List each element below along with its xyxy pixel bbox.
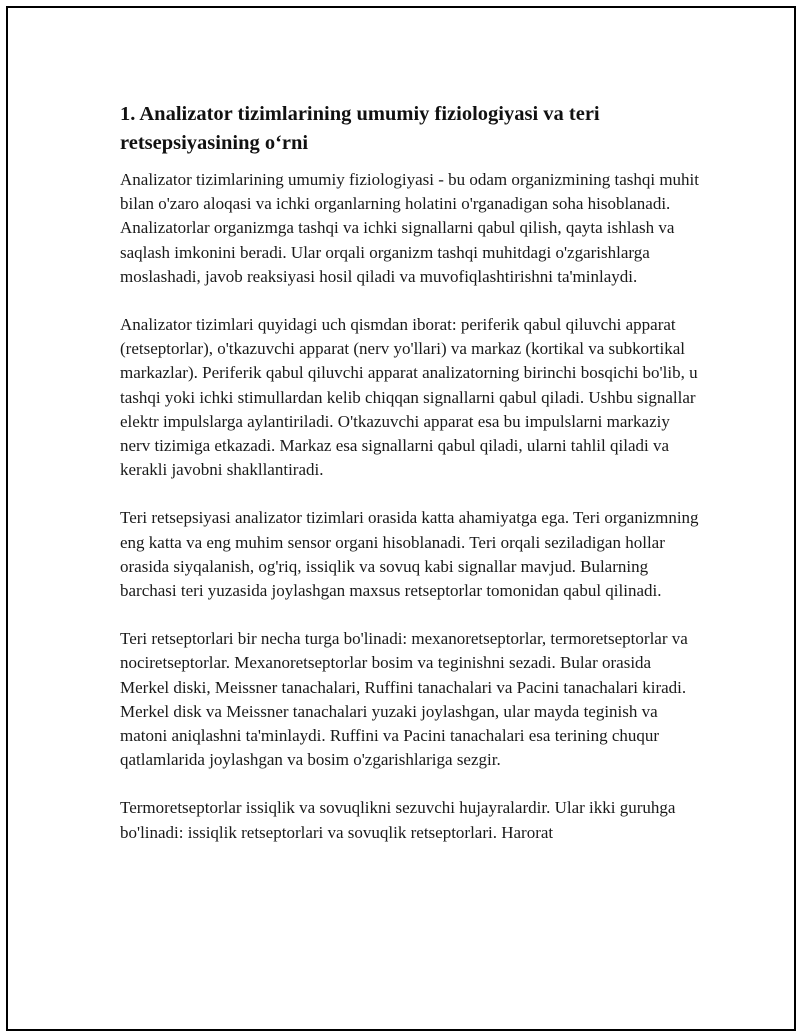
paragraph-skin-receptor-types: Teri retseptorlari bir necha turga bo'linadi: mexanoretseptorlar, termoretseptorlar va nociretseptorlar. Mexanoretseptorlar bosim va teginishni sezadi. Bular orasida Merkel diski, Meissner tanachalari, Ruffini tanachalari va Pacini tanachalari kiradi. Merkel disk va Meissner tanachalari yuzaki joylashgan, ular mayda teginish va matoni aniqlashni ta'minlaydi. Ruffini va Pacini tanachalari esa terining chuqur qatlamlarida joylashgan va bosim o'zgarishlariga sezgir. [120, 629, 688, 770]
paragraph-general-physiology: Analizator tizimlarining umumiy fiziologiyasi - bu odam organizmining tashqi muhit bilan o'zaro aloqasi va ichki organlarning holatini o'rganadigan soha hisoblanadi. Analizatorlar organizmga tashqi va ichki signallarni qabul qilish, qayta ishlash va saqlash imkonini beradi. Ular orqali organizm tashqi muhitdagi o'zgarishlarga moslashadi, javob reaksiyasi hosil qiladi va muvofiqlashtirishni ta'minlaydi. [120, 170, 700, 286]
paragraph-analyzer-parts: Analizator tizimlari quyidagi uch qismdan iborat: periferik qabul qiluvchi apparat (retseptorlar), o'tkazuvchi apparat (nerv yo'llari) va markaz (kortikal va subkortikal markazlar). Periferik qabul qiluvchi apparat analizatorning birinchi bosqichi bo'lib, u tashqi yoki ichki stimullardan kelib chiqqan signallarni qabul qiladi. Ushbu signallar elektr impulslarga aylantiriladi. O'tkazuvchi apparat esa bu impulslarni markaziy nerv tizimiga etkazadi. Markaz esa signallarni qabul qiladi, ularni tahlil qiladi va kerakli javobni shakllantiradi. [120, 315, 698, 480]
paragraph-skin-reception: Teri retsepsiyasi analizator tizimlari orasida katta ahamiyatga ega. Teri organizmning eng katta va eng muhim sensor organi hisoblanadi. Teri orqali seziladigan hollar orasida siyqalanish, og'riq, issiqlik va sovuq kabi signallar mavjud. Bularning barchasi teri yuzasida joylashgan maxsus retseptorlar tomonidan qabul qilinadi. [120, 508, 699, 601]
document-body [120, 100, 700, 869]
page-border [6, 6, 796, 1031]
paragraph-thermoreceptors: Termoretseptorlar issiqlik va sovuqlikni sezuvchi hujayralardir. Ular ikki guruhga bo'linadi: issiqlik retseptorlari va sovuqlik retseptorlari. Harorat [120, 798, 676, 842]
section-heading: 1. Analizator tizimlarining umumiy fiziologiyasi va teri retsepsiyasining o‘rni [120, 103, 600, 154]
